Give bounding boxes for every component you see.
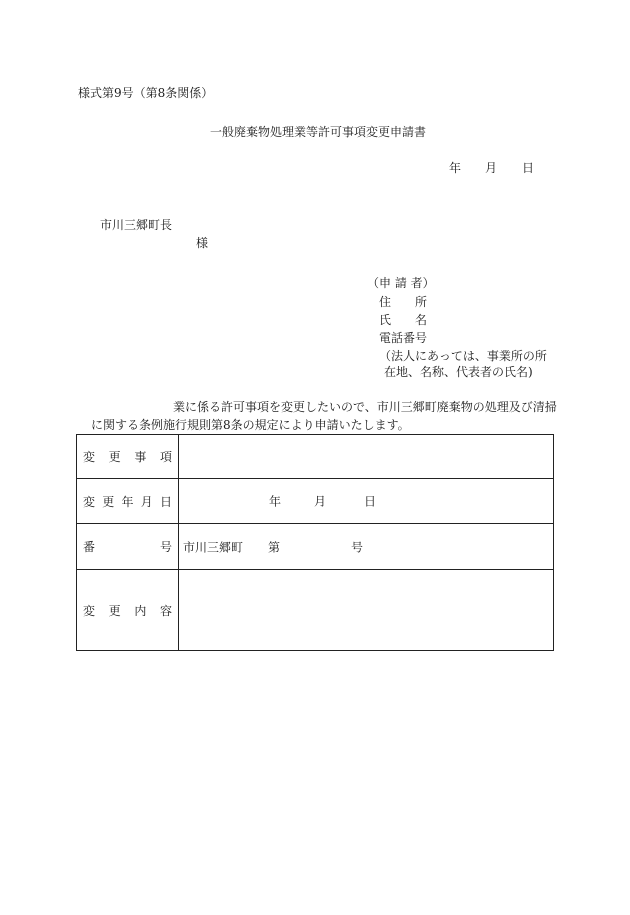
change-content-field[interactable] (179, 570, 554, 651)
applicant-note-line1: （法人にあっては、事業所の所 (379, 349, 547, 363)
body-text-line1: 業に係る許可事項を変更したいので、市川三郷町廃棄物の処理及び清掃 (173, 400, 557, 414)
label-char: 変 (83, 603, 96, 618)
label-char: 内 (134, 603, 147, 618)
label-char: 変 (83, 494, 96, 509)
label-char: 事 (134, 450, 147, 464)
change-item-label (77, 435, 179, 479)
applicant-phone-label: 電話番号 (379, 331, 428, 345)
change-date-month: 月 (314, 494, 327, 509)
label-char: 容 (159, 603, 172, 618)
change-date-day: 日 (364, 494, 377, 509)
label-char: 番 (83, 540, 96, 554)
change-item-field[interactable] (179, 435, 554, 479)
label-char: 変 (83, 450, 96, 464)
label-char: 更 (108, 603, 121, 618)
form-number: 様式第9号（第8条関係） (78, 86, 214, 100)
date-month: 月 (485, 161, 498, 175)
change-date-field[interactable] (179, 479, 554, 524)
applicant-note-line2: 在地、名称、代表者の氏名) (384, 365, 533, 379)
applicant-address-label: 住 所 (379, 295, 428, 309)
table-row (77, 524, 554, 570)
label-char: 号 (159, 540, 172, 554)
table-row (77, 435, 554, 479)
table-row (77, 570, 554, 651)
change-details-table (76, 434, 554, 651)
label-char: 月 (140, 494, 153, 509)
change-date-label (77, 479, 179, 524)
applicant-name-label: 氏 名 (379, 313, 428, 327)
label-char: 項 (159, 450, 172, 464)
date-day: 日 (522, 161, 535, 175)
change-content-label (77, 570, 179, 651)
number-town: 市川三郷町 (183, 540, 244, 554)
change-date-year: 年 (269, 494, 282, 509)
label-char: 日 (159, 494, 172, 509)
applicant-header: （申 請 者） (367, 276, 435, 290)
document-title: 一般廃棄物処理業等許可事項変更申請書 (210, 125, 427, 139)
addressee-name: 市川三郷町長 (100, 218, 173, 232)
number-suffix: 号 (351, 540, 364, 554)
addressee-honorific: 様 (196, 236, 209, 250)
label-char: 年 (121, 494, 134, 509)
number-prefix: 第 (268, 540, 281, 554)
table-row (77, 479, 554, 524)
number-field[interactable] (179, 524, 554, 570)
number-label (77, 524, 179, 570)
date-year: 年 (449, 161, 462, 175)
body-text-line2: に関する条例施行規則第8条の規定により申請いたします。 (91, 418, 410, 432)
label-char: 更 (102, 494, 115, 509)
label-char: 更 (108, 450, 121, 464)
